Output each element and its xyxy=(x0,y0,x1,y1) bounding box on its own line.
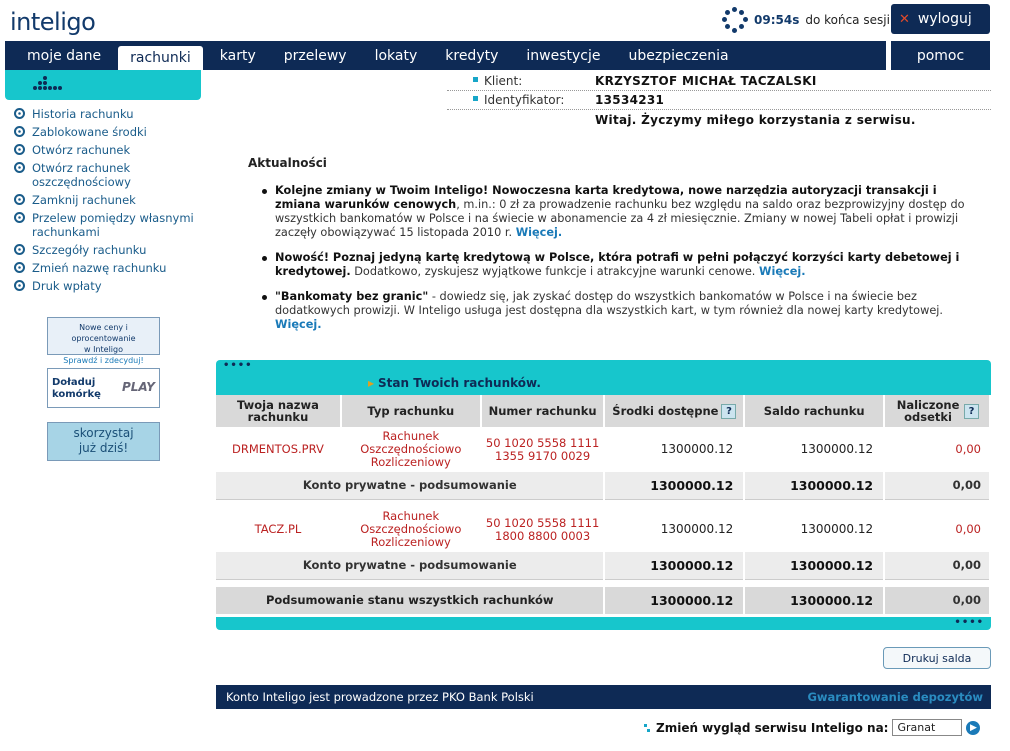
bullet-icon xyxy=(14,212,25,223)
account-interest: 0,00 xyxy=(884,507,990,552)
sidebar-item-open-account[interactable]: Otwórz rachunek xyxy=(14,143,204,157)
accounts-table xyxy=(216,395,991,614)
tab-przelewy[interactable]: przelewy xyxy=(283,47,347,64)
bullet-icon xyxy=(14,280,25,291)
tab-inwestycje[interactable]: inwestycje xyxy=(526,47,601,64)
sidebar xyxy=(14,107,204,297)
account-available: 1300000.12 xyxy=(604,427,744,472)
bullet-icon xyxy=(14,244,25,255)
total-balance: 1300000.12 xyxy=(744,587,884,614)
account-balance: 1300000.12 xyxy=(744,507,884,552)
sidebar-item-history[interactable]: Historia rachunku xyxy=(14,107,204,121)
news-item: Kolejne zmiany w Twoim Inteligo! Nowoczesna karta kredytowa, nowe narzędzia autoryzacji transakcji i zmiana warunków cenowych, m.in.: 0 zł za prowadzenie rachunku bez względu na saldo oraz bezprowizyjny dostęp do wszystkich bankomatów w Polsce i na świecie w abonamencie za 4 zł miesięcznie. Zmiany w nowej Tabeli opłat i prowizji zaczęły obowiązywać 15 listopada 2010 r. Więcej. xyxy=(260,184,970,240)
summary-label: Konto prywatne - podsumowanie xyxy=(216,552,604,579)
accounts-top-bar xyxy=(216,360,991,373)
sidebar-item-rename-account[interactable]: Zmień nazwę rachunku xyxy=(14,261,204,275)
bullet-icon xyxy=(14,144,25,155)
table-header-row xyxy=(216,395,990,427)
timer-icon xyxy=(722,7,748,33)
accounts-header xyxy=(216,373,991,395)
skin-select[interactable]: Granat xyxy=(892,719,962,736)
welcome-text: Witaj. Życzymy miłego korzystania z serwisu. xyxy=(595,112,916,127)
total-available: 1300000.12 xyxy=(604,587,744,614)
dots-decoration-icon xyxy=(33,76,63,94)
ad-topup-phone[interactable]: Doładuj komórkę PLAY xyxy=(47,368,160,408)
help-icon[interactable]: ? xyxy=(721,404,736,419)
account-number[interactable]: 50 1020 5558 1111 1355 9170 0029 xyxy=(481,427,605,472)
summary-available: 1300000.12 xyxy=(604,472,744,499)
total-interest: 0,00 xyxy=(884,587,990,614)
skin-switcher xyxy=(644,719,980,736)
total-label: Podsumowanie stanu wszystkich rachunków xyxy=(216,587,604,614)
marker-icon xyxy=(644,724,652,732)
client-label: Klient: xyxy=(484,74,523,88)
summary-label: Konto prywatne - podsumowanie xyxy=(216,472,604,499)
bullet-icon xyxy=(14,162,25,173)
go-arrow-icon[interactable]: ▶ xyxy=(966,721,980,735)
bullet-icon xyxy=(14,194,25,205)
tab-rachunki[interactable]: rachunki xyxy=(118,46,203,70)
sidebar-item-open-savings[interactable]: Otwórz rachunek oszczędnościowy xyxy=(14,161,204,189)
row-separator xyxy=(216,579,990,587)
col-interest: Naliczone odsetki ? xyxy=(884,395,990,427)
news-title: Aktualności xyxy=(248,156,327,170)
col-name: Twoja nazwa rachunku xyxy=(216,395,341,427)
logout-label: wyloguj xyxy=(917,11,972,27)
client-row xyxy=(447,72,991,91)
help-button[interactable]: pomoc xyxy=(891,41,990,70)
summary-balance: 1300000.12 xyxy=(744,552,884,579)
more-link[interactable]: Więcej. xyxy=(759,265,806,278)
tab-lokaty[interactable]: lokaty xyxy=(374,47,418,64)
account-name[interactable]: TACZ.PL xyxy=(216,507,341,552)
tab-kredyty[interactable]: kredyty xyxy=(445,47,499,64)
bullet-icon xyxy=(14,262,25,273)
inteligo-logo[interactable]: inteligo xyxy=(10,8,96,36)
account-available: 1300000.12 xyxy=(604,507,744,552)
summary-available: 1300000.12 xyxy=(604,552,744,579)
footer-bar xyxy=(216,685,991,709)
welcome-row xyxy=(447,110,991,129)
sidebar-item-blocked-funds[interactable]: Zablokowane środki xyxy=(14,125,204,139)
col-balance: Saldo rachunku xyxy=(744,395,884,427)
client-info xyxy=(447,72,991,129)
ad-new-prices[interactable]: Nowe ceny i oprocentowanie w Inteligo Sprawdź i zdecyduj! xyxy=(47,317,160,355)
footer-text: Konto Inteligo jest prowadzone przez PKO Bank Polski xyxy=(226,690,534,704)
sidebar-item-account-details[interactable]: Szczegóły rachunku xyxy=(14,243,204,257)
identifier-value: 13534231 xyxy=(595,93,665,107)
summary-row xyxy=(216,552,990,579)
tab-ubezpieczenia[interactable]: ubezpieczenia xyxy=(628,47,729,64)
session-time: 09:54s xyxy=(754,13,800,27)
account-type: Rachunek Oszczędnościowo Rozliczeniowy xyxy=(341,507,481,552)
identifier-row xyxy=(447,91,991,110)
summary-interest: 0,00 xyxy=(884,472,990,499)
ad-use-today[interactable]: skorzystaj już dziś! xyxy=(47,422,160,461)
print-balances-button[interactable]: Drukuj salda xyxy=(883,647,991,669)
summary-interest: 0,00 xyxy=(884,552,990,579)
accounts-bottom-bar xyxy=(216,617,991,630)
identifier-label: Identyfikator: xyxy=(484,93,565,107)
col-number: Numer rachunku xyxy=(481,395,605,427)
dots-icon: •••• xyxy=(223,360,253,371)
table-row xyxy=(216,507,990,552)
session-suffix: do końca sesji xyxy=(805,13,890,27)
tab-moje-dane[interactable]: moje dane xyxy=(27,47,102,64)
account-interest: 0,00 xyxy=(884,427,990,472)
tab-karty[interactable]: karty xyxy=(219,47,256,64)
news-item: Nowość! Poznaj jedyną kartę kredytową w Polsce, która potrafi w pełni połączyć korzyści karty debetowej i kredytowej. Dodatkowo, zyskujesz wyjątkowe funkcje i atrakcyjne warunki cenowe. Więcej. xyxy=(260,251,970,279)
more-link[interactable]: Więcej. xyxy=(275,318,322,331)
dots-icon: •••• xyxy=(954,617,984,628)
table-row xyxy=(216,427,990,472)
submenu-strip xyxy=(5,70,201,100)
account-number[interactable]: 50 1020 5558 1111 1800 8800 0003 xyxy=(481,507,605,552)
sidebar-item-deposit-slip[interactable]: Druk wpłaty xyxy=(14,279,204,293)
logout-button[interactable] xyxy=(891,4,990,34)
bullet-icon xyxy=(14,108,25,119)
row-separator xyxy=(216,499,990,507)
main-nav xyxy=(5,41,886,70)
total-row xyxy=(216,587,990,614)
session-timer xyxy=(722,6,890,34)
col-available: Środki dostępne ? xyxy=(604,395,744,427)
account-type: Rachunek Oszczędnościowo Rozliczeniowy xyxy=(341,427,481,472)
client-name: KRZYSZTOF MICHAŁ TACZALSKI xyxy=(595,74,817,88)
sidebar-item-close-account[interactable]: Zamknij rachunek xyxy=(14,193,204,207)
col-type: Typ rachunku xyxy=(341,395,481,427)
summary-balance: 1300000.12 xyxy=(744,472,884,499)
account-balance: 1300000.12 xyxy=(744,427,884,472)
deposit-guarantee-link[interactable]: Gwarantowanie depozytów xyxy=(807,690,983,704)
account-name[interactable]: DRMENTOS.PRV xyxy=(216,427,341,472)
accounts-title: ▸ Stan Twoich rachunków. xyxy=(368,376,541,390)
news-list xyxy=(260,184,970,343)
play-logo: PLAY xyxy=(121,380,155,394)
sidebar-item-own-transfer[interactable]: Przelew pomiędzy własnymi rachunkami xyxy=(14,211,204,239)
help-icon[interactable]: ? xyxy=(964,404,979,419)
summary-row xyxy=(216,472,990,499)
more-link[interactable]: Więcej. xyxy=(515,226,563,239)
skin-label: Zmień wygląd serwisu Inteligo na: xyxy=(656,720,889,735)
logout-icon: ✕ xyxy=(899,11,910,27)
bullet-icon xyxy=(14,126,25,137)
news-item: "Bankomaty bez granic" - dowiedz się, jak zyskać dostęp do wszystkich bankomatów w Polsce i na świecie bez dodatkowych prowizji. W Inteligo usługa jest dostępna dla wszystkich kart, w tym również dla nowej karty kredytowej. Więcej. xyxy=(260,290,970,332)
